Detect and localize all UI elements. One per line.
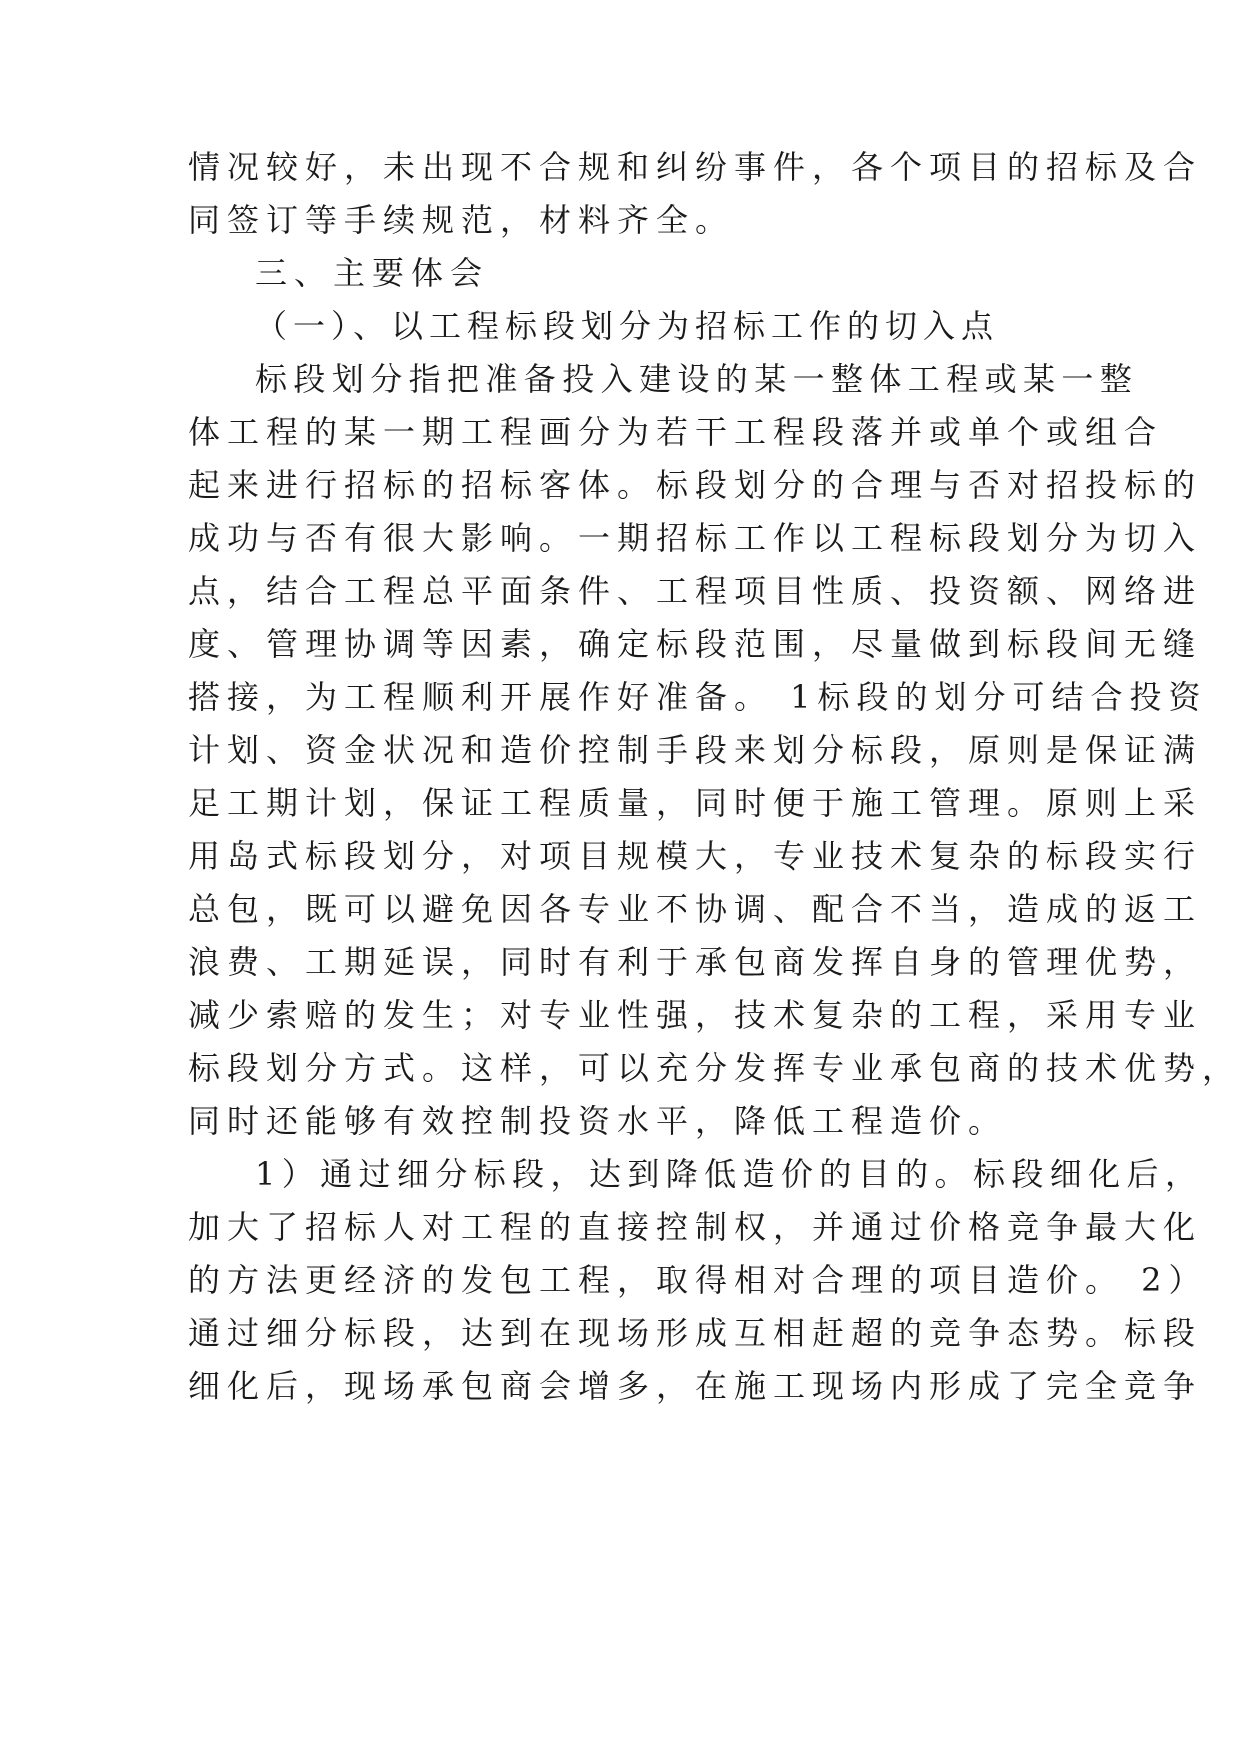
text-line: 情况较好，未出现不合规和纠纷事件，各个项目的招标及合 (188, 148, 1203, 186)
text-line: 点，结合工程总平面条件、工程项目性质、投资额、网络进 (188, 572, 1203, 610)
text-line: 加大了招标人对工程的直接控制权，并通过价格竞争最大化 (188, 1208, 1203, 1246)
text-line: 用岛式标段划分，对项目规模大，专业技术复杂的标段实行 (188, 837, 1203, 875)
text-line: 浪费、工期延误，同时有利于承包商发挥自身的管理优势， (188, 943, 1203, 981)
text-line: 通过细分标段，达到在现场形成互相赶超的竞争态势。标段 (188, 1314, 1203, 1352)
text-line: 总包，既可以避免因各专业不协调、配合不当，造成的返工 (188, 890, 1203, 928)
text-line: 计划、资金状况和造价控制手段来划分标段，原则是保证满 (188, 731, 1203, 769)
text-line: 减少索赔的发生；对专业性强，技术复杂的工程，采用专业 (188, 996, 1203, 1034)
text-line: 体工程的某一期工程画分为若干工程段落并或单个或组合 (188, 413, 1164, 451)
text-line: 细化后，现场承包商会增多，在施工现场内形成了完全竞争 (188, 1367, 1203, 1405)
text-line: 标段划分指把准备投入建设的某一整体工程或某一整 (255, 360, 1139, 398)
text-line: 成功与否有很大影响。一期招标工作以工程标段划分为切入 (188, 519, 1203, 557)
text-line: 足工期计划，保证工程质量，同时便于施工管理。原则上采 (188, 784, 1203, 822)
subsection-heading: （一）、以工程标段划分为招标工作的切入点 (255, 307, 1000, 345)
text-line: 搭接，为工程顺利开展作好准备。 1标段的划分可结合投资 (188, 678, 1208, 716)
section-heading: 三、主要体会 (255, 254, 490, 292)
text-line: 1）通过细分标段，达到降低造价的目的。标段细化后， (255, 1155, 1204, 1193)
text-line: 的方法更经济的发包工程，取得相对合理的项目造价。 2） (188, 1261, 1208, 1299)
text-line: 标段划分方式。这样，可以充分发挥专业承包商的技术优势， (188, 1049, 1241, 1087)
text-line: 度、管理协调等因素，确定标段范围，尽量做到标段间无缝 (188, 625, 1203, 663)
text-line: 同签订等手续规范，材料齐全。 (188, 201, 735, 239)
text-line: 同时还能够有效控制投资水平，降低工程造价。 (188, 1102, 1008, 1140)
text-line: 起来进行招标的招标客体。标段划分的合理与否对招投标的 (188, 466, 1203, 504)
